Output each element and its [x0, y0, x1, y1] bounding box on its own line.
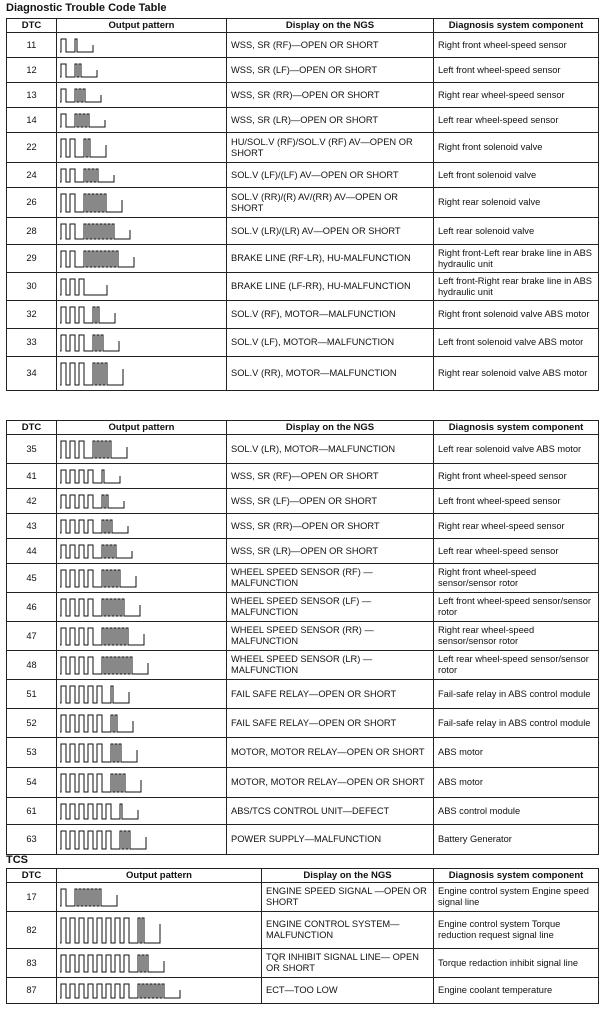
output-pattern [57, 245, 227, 273]
pattern-waveform [57, 274, 225, 300]
ngs-display: ABS/TCS CONTROL UNIT—DEFECT [227, 798, 434, 825]
waveform-line [60, 545, 132, 558]
waveform-line [60, 335, 119, 351]
dtc-code: 83 [7, 949, 57, 978]
dtc-code: 12 [7, 58, 57, 83]
ngs-display: WSS, SR (LR)—OPEN OR SHORT [227, 539, 434, 564]
diagnosis-component: Right front-Left rear brake line in ABS hydraulic unit [434, 245, 599, 273]
waveform-line [60, 470, 120, 483]
dtc-code: 46 [7, 593, 57, 622]
output-pattern [57, 58, 227, 83]
diagnosis-component: Left rear wheel-speed sensor/sensor rotor [434, 651, 599, 680]
ngs-display: MOTOR, MOTOR RELAY—OPEN OR SHORT [227, 768, 434, 798]
waveform-line [60, 39, 93, 52]
output-pattern [57, 949, 262, 978]
column-header-dtc: DTC [7, 869, 57, 883]
table-row [7, 593, 599, 622]
dtc-code: 17 [7, 883, 57, 912]
diagnosis-component: Left front wheel-speed sensor [434, 489, 599, 514]
dtc-code: 47 [7, 622, 57, 651]
pattern-waveform [57, 330, 225, 356]
diagnosis-component: Engine control system Engine speed signal line [434, 883, 599, 912]
ngs-display: BRAKE LINE (LF-RR), HU-MALFUNCTION [227, 273, 434, 301]
pattern-waveform [57, 681, 225, 708]
ngs-display: SOL.V (RR), MOTOR—MALFUNCTION [227, 357, 434, 391]
pattern-waveform [57, 515, 225, 538]
dtc-code: 34 [7, 357, 57, 391]
ngs-display: WSS, SR (RR)—OPEN OR SHORT [227, 83, 434, 108]
output-pattern [57, 357, 227, 391]
pattern-waveform [57, 219, 225, 244]
ngs-display: SOL.V (LR), MOTOR—MALFUNCTION [227, 435, 434, 464]
pattern-waveform [57, 950, 260, 977]
pattern-waveform [57, 34, 225, 57]
ngs-display: SOL.V (RF), MOTOR—MALFUNCTION [227, 301, 434, 329]
pattern-waveform [57, 59, 225, 82]
dtc-table-abs-1 [6, 18, 599, 391]
waveform-line [60, 89, 101, 102]
pattern-waveform [57, 799, 225, 824]
waveform-line [60, 251, 134, 267]
diagnosis-component: Engine coolant temperature [434, 978, 599, 1004]
output-pattern [57, 564, 227, 593]
pattern-waveform [57, 358, 225, 390]
column-header-component: Diagnosis system component [434, 421, 599, 435]
waveform-line [60, 889, 117, 906]
diagnosis-component: Left front solenoid valve ABS motor [434, 329, 599, 357]
output-pattern [57, 464, 227, 489]
output-pattern [57, 273, 227, 301]
table-row [7, 33, 599, 58]
ngs-display: ENGINE CONTROL SYSTEM— MALFUNCTION [262, 912, 434, 949]
pattern-waveform [57, 652, 225, 679]
pattern-waveform [57, 594, 225, 621]
table-row [7, 825, 599, 855]
output-pattern [57, 768, 227, 798]
ngs-display: WSS, SR (RF)—OPEN OR SHORT [227, 464, 434, 489]
output-pattern [57, 738, 227, 768]
table-row [7, 912, 599, 949]
pattern-waveform [57, 134, 225, 162]
table-row [7, 768, 599, 798]
ngs-display: WHEEL SPEED SENSOR (LR) —MALFUNCTION [227, 651, 434, 680]
waveform-line [60, 224, 130, 239]
waveform-line [60, 64, 97, 77]
output-pattern [57, 680, 227, 709]
diagnosis-component: Torque redaction inhibit signal line [434, 949, 599, 978]
diagnosis-component: Left rear solenoid valve ABS motor [434, 435, 599, 464]
pattern-waveform [57, 490, 225, 513]
waveform-line [60, 114, 105, 127]
waveform-line [60, 599, 140, 616]
pattern-waveform [57, 623, 225, 650]
diagnosis-component: Left rear wheel-speed sensor [434, 108, 599, 133]
diagnosis-component: Right front solenoid valve ABS motor [434, 301, 599, 329]
output-pattern [57, 83, 227, 108]
dtc-code: 53 [7, 738, 57, 768]
diagnosis-component: Right rear wheel-speed sensor [434, 514, 599, 539]
table-row [7, 798, 599, 825]
waveform-line [60, 657, 148, 674]
dtc-code: 26 [7, 188, 57, 218]
diagnosis-component: ABS motor [434, 768, 599, 798]
ngs-display: WSS, SR (RR)—OPEN OR SHORT [227, 514, 434, 539]
ngs-display: TQR INHIBIT SIGNAL LINE— OPEN OR SHORT [262, 949, 434, 978]
waveform-line [60, 139, 106, 157]
pattern-waveform [57, 540, 225, 563]
output-pattern [57, 709, 227, 738]
diagnosis-component: Left front solenoid valve [434, 163, 599, 188]
dtc-code: 51 [7, 680, 57, 709]
pattern-waveform [57, 84, 225, 107]
column-header-display: Display on the NGS [262, 869, 434, 883]
column-header-display: Display on the NGS [227, 421, 434, 435]
output-pattern [57, 33, 227, 58]
ngs-display: HU/SOL.V (RF)/SOL.V (RF) AV—OPEN OR SHORT [227, 133, 434, 163]
dtc-table-tcs [6, 868, 599, 1004]
output-pattern [57, 539, 227, 564]
diagnosis-component: Right front solenoid valve [434, 133, 599, 163]
waveform-line [60, 774, 141, 792]
waveform-line [60, 804, 138, 819]
output-pattern [57, 651, 227, 680]
waveform-line [60, 984, 180, 998]
waveform-line [60, 307, 115, 323]
dtc-code: 35 [7, 435, 57, 464]
output-pattern [57, 218, 227, 245]
pattern-waveform [57, 164, 225, 187]
output-pattern [57, 883, 262, 912]
column-header-dtc: DTC [7, 421, 57, 435]
output-pattern [57, 301, 227, 329]
pattern-waveform [57, 739, 225, 767]
ngs-display: BRAKE LINE (RF-LR), HU-MALFUNCTION [227, 245, 434, 273]
waveform-line [60, 686, 129, 703]
output-pattern [57, 978, 262, 1004]
output-pattern [57, 163, 227, 188]
waveform-line [60, 955, 164, 972]
waveform-line [60, 831, 146, 849]
waveform-line [60, 570, 136, 587]
table-row [7, 163, 599, 188]
waveform-line [60, 495, 124, 508]
pattern-waveform [57, 302, 225, 328]
dtc-code: 61 [7, 798, 57, 825]
diagnosis-component: Right rear solenoid valve [434, 188, 599, 218]
output-pattern [57, 912, 262, 949]
ngs-display: WHEEL SPEED SENSOR (RR) —MALFUNCTION [227, 622, 434, 651]
diagnosis-component: Right rear wheel-speed sensor [434, 83, 599, 108]
dtc-code: 11 [7, 33, 57, 58]
ngs-display: SOL.V (LR)/(LR) AV—OPEN OR SHORT [227, 218, 434, 245]
header-row [7, 421, 599, 435]
waveform-line [60, 744, 137, 762]
waveform-line [60, 169, 114, 182]
tcs-title: TCS [6, 854, 28, 866]
output-pattern [57, 435, 227, 464]
waveform-line [60, 520, 128, 533]
pattern-waveform [57, 913, 260, 948]
table-row [7, 435, 599, 464]
dtc-code: 28 [7, 218, 57, 245]
ngs-display: WHEEL SPEED SENSOR (RF) —MALFUNCTION [227, 564, 434, 593]
table-row [7, 133, 599, 163]
waveform-line [60, 363, 123, 385]
dtc-code: 41 [7, 464, 57, 489]
table-row [7, 464, 599, 489]
table-row [7, 738, 599, 768]
table-row [7, 108, 599, 133]
diagnosis-component: Battery Generator [434, 825, 599, 855]
table-row [7, 622, 599, 651]
output-pattern [57, 108, 227, 133]
diagnosis-component: Right front wheel-speed sensor [434, 33, 599, 58]
table-row [7, 329, 599, 357]
pattern-waveform [57, 710, 225, 737]
dtc-code: 22 [7, 133, 57, 163]
table-row [7, 301, 599, 329]
diagnosis-component: Engine control system Torque reduction request signal line [434, 912, 599, 949]
diagnosis-component: Left front wheel-speed sensor [434, 58, 599, 83]
column-header-pattern: Output pattern [57, 869, 262, 883]
pattern-waveform [57, 884, 260, 911]
table-row [7, 709, 599, 738]
table-row [7, 883, 599, 912]
pattern-waveform [57, 189, 225, 217]
table-row [7, 514, 599, 539]
pattern-waveform [57, 769, 225, 797]
table-row [7, 949, 599, 978]
dtc-code: 52 [7, 709, 57, 738]
dtc-code: 29 [7, 245, 57, 273]
dtc-code: 42 [7, 489, 57, 514]
column-header-component: Diagnosis system component [434, 19, 599, 33]
diagnosis-component: Left front wheel-speed sensor/sensor rotor [434, 593, 599, 622]
waveform-line [60, 441, 127, 458]
output-pattern [57, 798, 227, 825]
diagnosis-component: ABS control module [434, 798, 599, 825]
waveform-line [60, 279, 107, 295]
pattern-waveform [57, 979, 260, 1003]
ngs-display: SOL.V (LF), MOTOR—MALFUNCTION [227, 329, 434, 357]
diagnosis-component: Fail-safe relay in ABS control module [434, 680, 599, 709]
dtc-code: 87 [7, 978, 57, 1004]
diagnosis-component: Left front-Right rear brake line in ABS hydraulic unit [434, 273, 599, 301]
output-pattern [57, 489, 227, 514]
dtc-code: 13 [7, 83, 57, 108]
column-header-display: Display on the NGS [227, 19, 434, 33]
table-row [7, 651, 599, 680]
output-pattern [57, 825, 227, 855]
pattern-waveform [57, 109, 225, 132]
waveform-line [60, 194, 122, 212]
pattern-waveform [57, 246, 225, 272]
output-pattern [57, 133, 227, 163]
ngs-display: WSS, SR (LF)—OPEN OR SHORT [227, 489, 434, 514]
table-row [7, 539, 599, 564]
output-pattern [57, 188, 227, 218]
dtc-code: 43 [7, 514, 57, 539]
output-pattern [57, 622, 227, 651]
table-row [7, 245, 599, 273]
pattern-waveform [57, 565, 225, 592]
dtc-code: 14 [7, 108, 57, 133]
ngs-display: FAIL SAFE RELAY—OPEN OR SHORT [227, 709, 434, 738]
diagnosis-component: Fail-safe relay in ABS control module [434, 709, 599, 738]
diagnosis-component: Right rear solenoid valve ABS motor [434, 357, 599, 391]
column-header-component: Diagnosis system component [434, 869, 599, 883]
header-row [7, 19, 599, 33]
column-header-dtc: DTC [7, 19, 57, 33]
dtc-code: 44 [7, 539, 57, 564]
pattern-waveform [57, 436, 225, 463]
ngs-display: WSS, SR (LR)—OPEN OR SHORT [227, 108, 434, 133]
waveform-line [60, 628, 144, 645]
diagnosis-component: Right front wheel-speed sensor/sensor rotor [434, 564, 599, 593]
page-title: Diagnostic Trouble Code Table [6, 2, 167, 14]
dtc-code: 33 [7, 329, 57, 357]
ngs-display: WHEEL SPEED SENSOR (LF) —MALFUNCTION [227, 593, 434, 622]
dtc-code: 48 [7, 651, 57, 680]
output-pattern [57, 593, 227, 622]
diagnosis-component: ABS motor [434, 738, 599, 768]
diagnosis-component: Left rear wheel-speed sensor [434, 539, 599, 564]
ngs-display: ECT—TOO LOW [262, 978, 434, 1004]
table-row [7, 489, 599, 514]
ngs-display: ENGINE SPEED SIGNAL —OPEN OR SHORT [262, 883, 434, 912]
column-header-pattern: Output pattern [57, 19, 227, 33]
table-row [7, 564, 599, 593]
dtc-code: 45 [7, 564, 57, 593]
ngs-display: SOL.V (RR)/(R) AV/(RR) AV—OPEN OR SHORT [227, 188, 434, 218]
ngs-display: POWER SUPPLY—MALFUNCTION [227, 825, 434, 855]
diagnosis-component: Left rear solenoid valve [434, 218, 599, 245]
dtc-code: 30 [7, 273, 57, 301]
output-pattern [57, 329, 227, 357]
dtc-code: 24 [7, 163, 57, 188]
dtc-code: 54 [7, 768, 57, 798]
column-header-pattern: Output pattern [57, 421, 227, 435]
dtc-code: 63 [7, 825, 57, 855]
pattern-waveform [57, 826, 225, 854]
table-row [7, 273, 599, 301]
pattern-waveform [57, 465, 225, 488]
dtc-code: 82 [7, 912, 57, 949]
table-row [7, 978, 599, 1004]
output-pattern [57, 514, 227, 539]
ngs-display: MOTOR, MOTOR RELAY—OPEN OR SHORT [227, 738, 434, 768]
header-row [7, 869, 599, 883]
table-row [7, 188, 599, 218]
table-row [7, 680, 599, 709]
diagnosis-component: Right front wheel-speed sensor [434, 464, 599, 489]
ngs-display: WSS, SR (LF)—OPEN OR SHORT [227, 58, 434, 83]
diagnosis-component: Right rear wheel-speed sensor/sensor rotor [434, 622, 599, 651]
table-row [7, 83, 599, 108]
dtc-table-abs-2 [6, 420, 599, 855]
table-row [7, 357, 599, 391]
dtc-code: 32 [7, 301, 57, 329]
ngs-display: FAIL SAFE RELAY—OPEN OR SHORT [227, 680, 434, 709]
waveform-line [60, 918, 160, 943]
table-row [7, 58, 599, 83]
waveform-line [60, 715, 133, 732]
ngs-display: SOL.V (LF)/(LF) AV—OPEN OR SHORT [227, 163, 434, 188]
table-row [7, 218, 599, 245]
ngs-display: WSS, SR (RF)—OPEN OR SHORT [227, 33, 434, 58]
